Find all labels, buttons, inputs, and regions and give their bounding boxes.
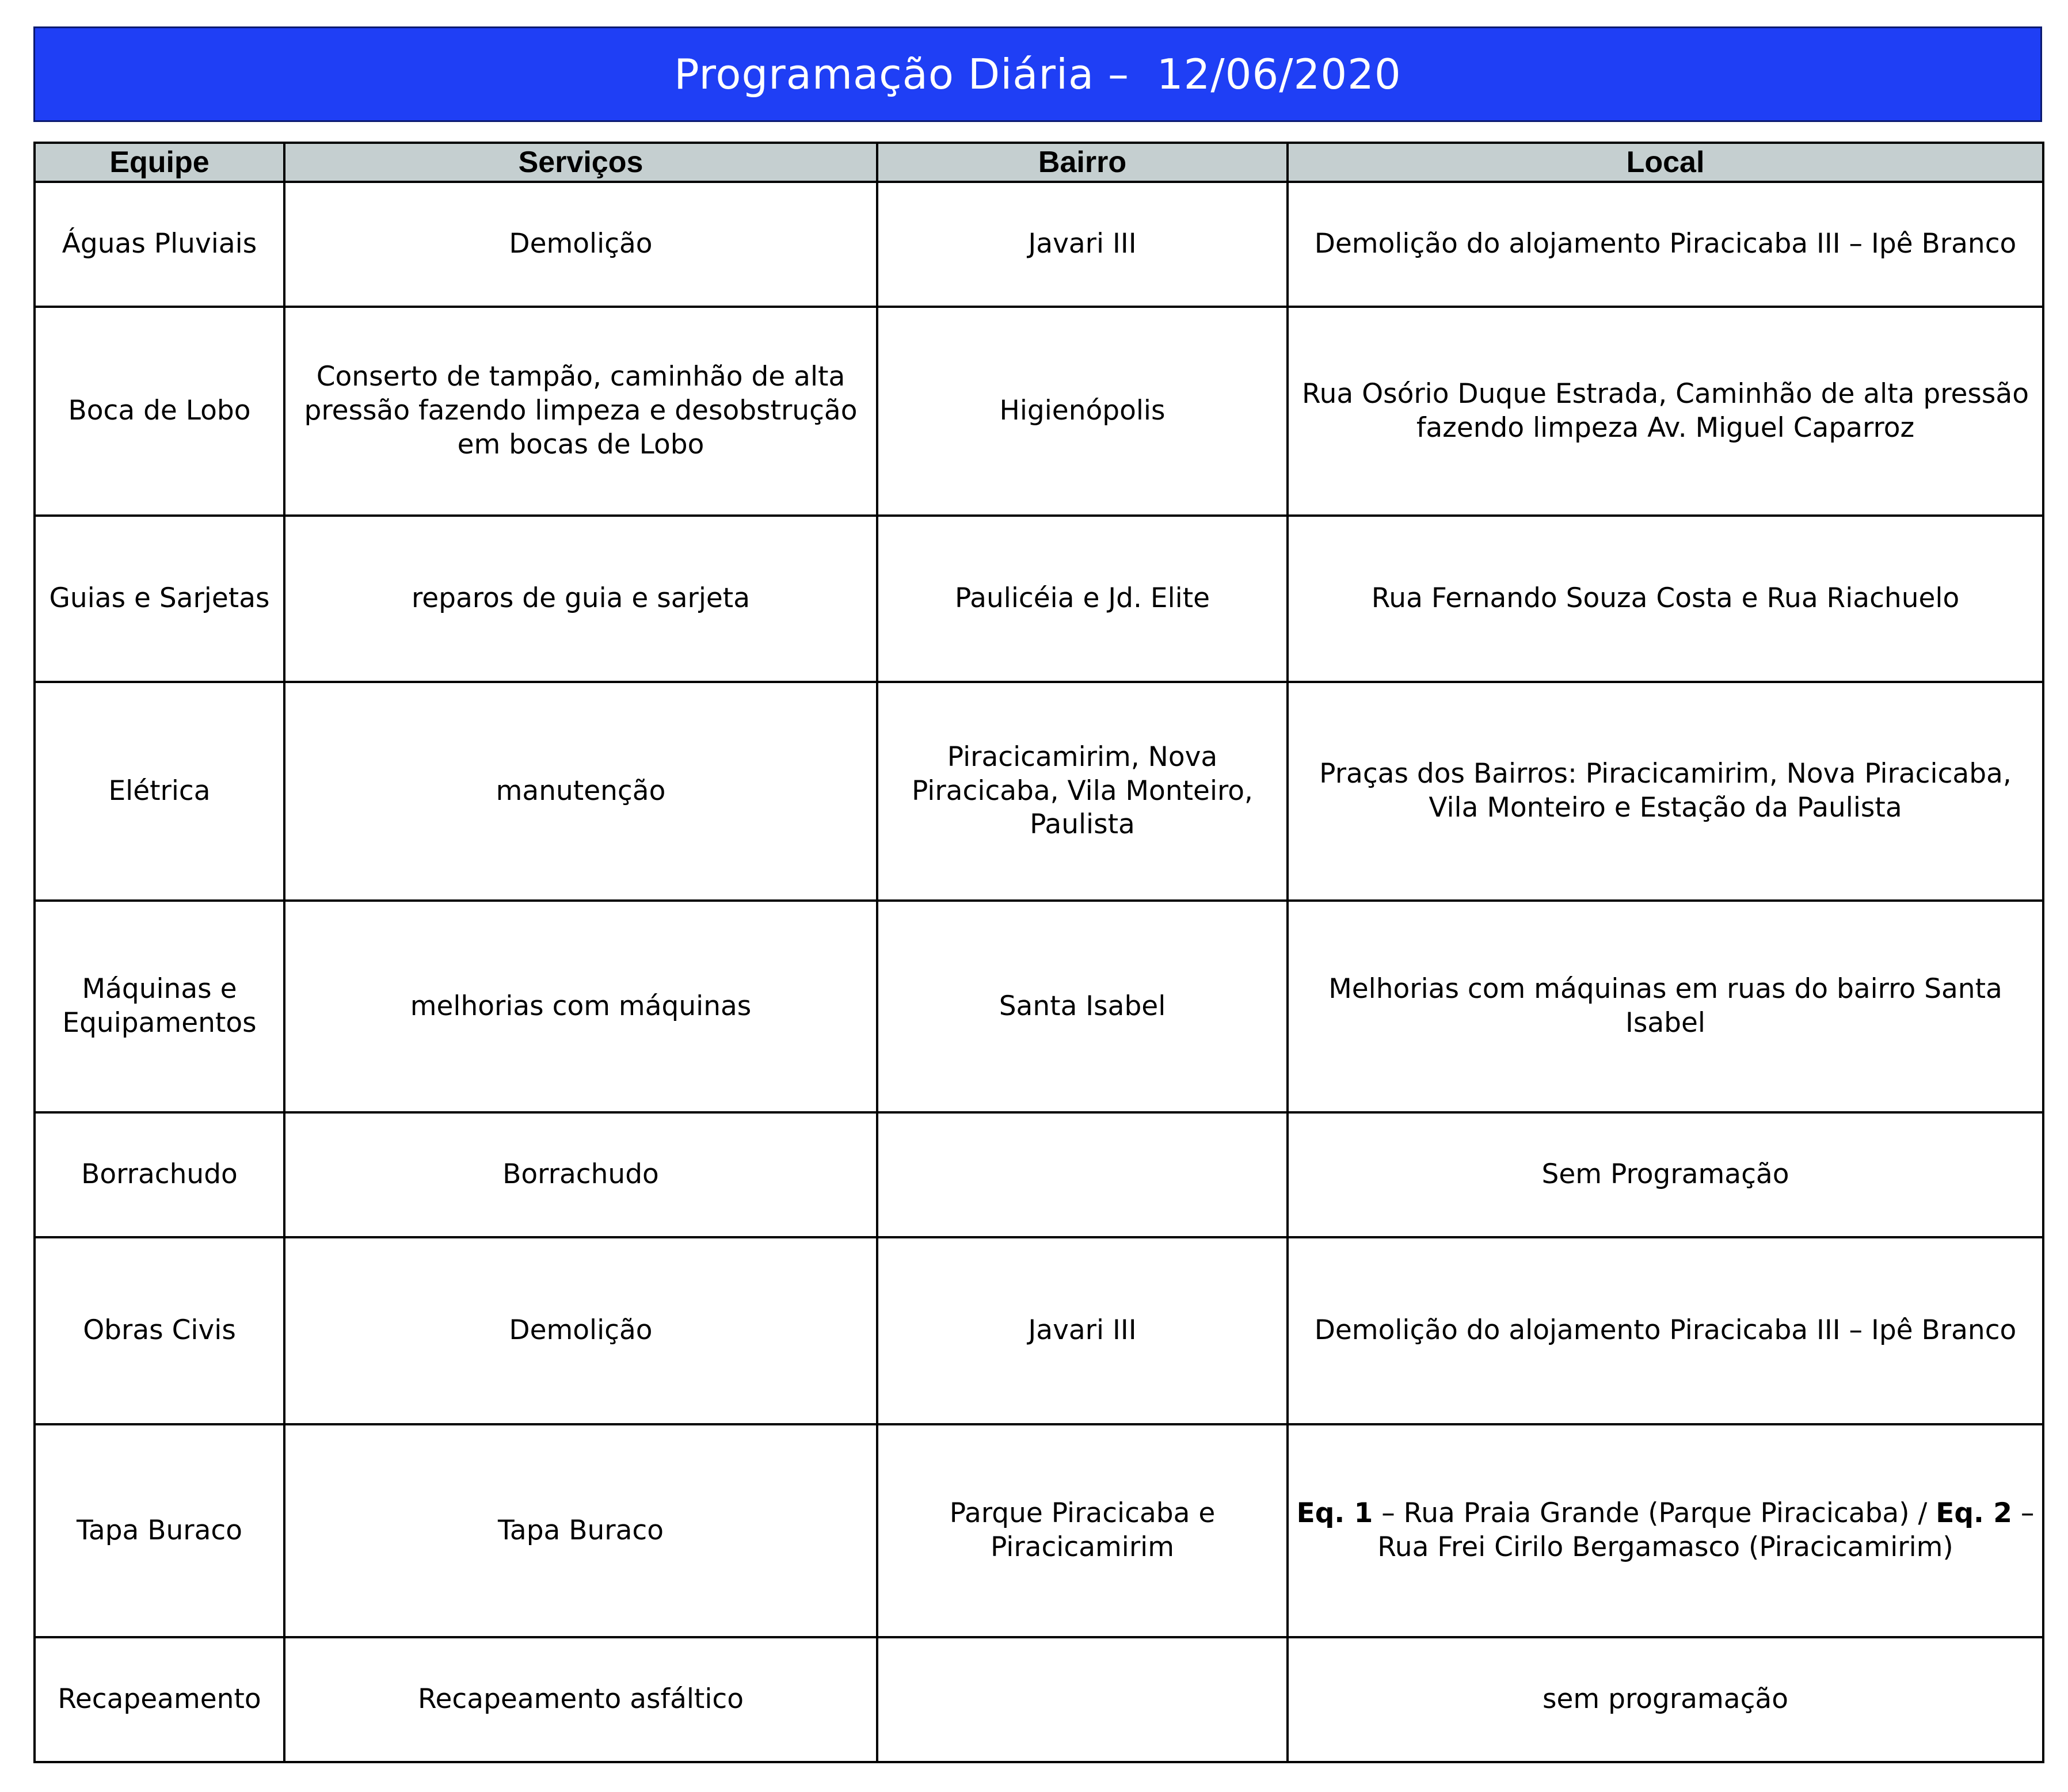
eq2-label: Eq. 2 (1936, 1497, 2012, 1530)
cell-equipe: Boca de Lobo (35, 307, 284, 516)
cell-servicos: Tapa Buraco (284, 1424, 877, 1637)
cell-servicos: reparos de guia e sarjeta (284, 516, 877, 682)
table-row (35, 1424, 2043, 1637)
header-bairro: Bairro (877, 143, 1288, 182)
cell-servicos: melhorias com máquinas (284, 901, 877, 1112)
page-title: Programação Diária – 12/06/2020 (674, 50, 1401, 98)
header-local: Local (1288, 143, 2043, 182)
cell-servicos: Conserto de tampão, caminhão de alta pressão fazendo limpeza e desobstrução em bocas de Lobo (284, 307, 877, 516)
cell-local: Demolição do alojamento Piracicaba III – Ipê Branco (1288, 182, 2043, 307)
header-servicos: Serviços (284, 143, 877, 182)
cell-local: Rua Osório Duque Estrada, Caminhão de alta pressão fazendo limpeza Av. Miguel Caparroz (1288, 307, 2043, 516)
cell-bairro: Javari III (877, 1237, 1288, 1424)
eq2-text: – Rua Frei Cirilo Bergamasco (Piracicamirim) (1377, 1497, 2035, 1563)
table-row (35, 307, 2043, 516)
cell-local: Sem Programação (1288, 1112, 2043, 1237)
cell-equipe: Elétrica (35, 682, 284, 901)
table-row (35, 1637, 2043, 1762)
cell-equipe: Recapeamento (35, 1637, 284, 1762)
cell-bairro: Parque Piracicaba e Piracicamirim (877, 1424, 1288, 1637)
cell-local: Melhorias com máquinas em ruas do bairro Santa Isabel (1288, 901, 2043, 1112)
cell-bairro: Piracicamirim, Nova Piracicaba, Vila Monteiro, Paulista (877, 682, 1288, 901)
cell-servicos: Borrachudo (284, 1112, 877, 1237)
cell-bairro (877, 1637, 1288, 1762)
cell-local: Praças dos Bairros: Piracicamirim, Nova Piracicaba, Vila Monteiro e Estação da Paulista (1288, 682, 2043, 901)
title-bar (33, 26, 2042, 122)
cell-bairro: Javari III (877, 182, 1288, 307)
cell-equipe: Águas Pluviais (35, 182, 284, 307)
cell-equipe: Máquinas e Equipamentos (35, 901, 284, 1112)
table-row (35, 1237, 2043, 1424)
table-row (35, 182, 2043, 307)
cell-equipe: Guias e Sarjetas (35, 516, 284, 682)
table-row (35, 1112, 2043, 1237)
eq1-text: – Rua Praia Grande (Parque Piracicaba) / (1373, 1497, 1936, 1530)
cell-bairro: Higienópolis (877, 307, 1288, 516)
cell-servicos: Demolição (284, 1237, 877, 1424)
cell-local (1288, 1424, 2043, 1637)
cell-equipe: Obras Civis (35, 1237, 284, 1424)
cell-equipe: Borrachudo (35, 1112, 284, 1237)
cell-servicos: manutenção (284, 682, 877, 901)
header-row (35, 143, 2043, 182)
cell-equipe: Tapa Buraco (35, 1424, 284, 1637)
table-row (35, 682, 2043, 901)
table-row (35, 901, 2043, 1112)
eq1-label: Eq. 1 (1296, 1497, 1373, 1530)
cell-servicos: Recapeamento asfáltico (284, 1637, 877, 1762)
cell-local: sem programação (1288, 1637, 2043, 1762)
cell-local: Demolição do alojamento Piracicaba III – Ipê Branco (1288, 1237, 2043, 1424)
table-row (35, 516, 2043, 682)
cell-bairro (877, 1112, 1288, 1237)
header-equipe: Equipe (35, 143, 284, 182)
cell-bairro: Santa Isabel (877, 901, 1288, 1112)
cell-local: Rua Fernando Souza Costa e Rua Riachuelo (1288, 516, 2043, 682)
schedule-table (33, 142, 2044, 1763)
cell-servicos: Demolição (284, 182, 877, 307)
cell-bairro: Paulicéia e Jd. Elite (877, 516, 1288, 682)
